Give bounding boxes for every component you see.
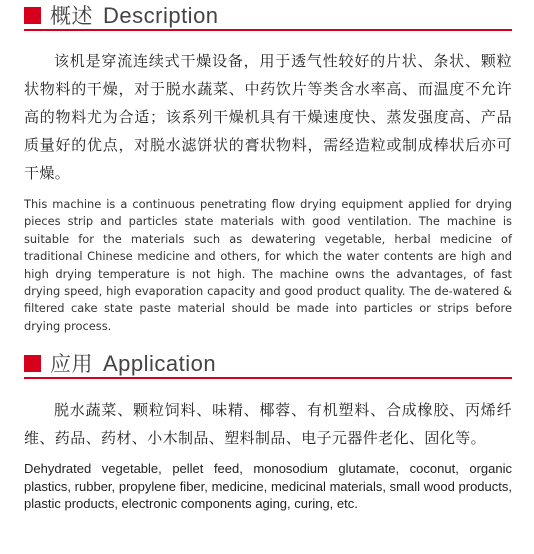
red-square-marker	[24, 355, 41, 372]
description-section	[24, 2, 512, 335]
application-section	[24, 350, 512, 513]
description-body-zh: 该机是穿流连续式干燥设备，用于透气性较好的片状、条状、颗粒状物料的干燥，对于脱水蔬菜、中药饮片等类含水率高、而温度不允许高的物料尤为合适；该系列干燥机具有干燥速度快、蒸发强度高、产品质量好的优点，对脱水滤饼状的膏状物料，需经造粒或制成棒状后亦可干燥。	[24, 52, 512, 182]
application-heading-en: Application	[103, 351, 217, 376]
description-divider	[24, 29, 512, 31]
description-header	[24, 2, 512, 34]
application-body-en: Dehydrated vegetable, pellet feed, monosodium glutamate, coconut, organic plastics, rubber, propylene fiber, medicine, medicinal materials, small wood products, plastic products, electronic components aging, curing, etc.	[24, 461, 512, 511]
description-heading-zh: 概述	[50, 4, 93, 28]
red-square-marker	[24, 7, 41, 24]
description-heading-en: Description	[103, 3, 219, 28]
application-heading-zh: 应用	[50, 352, 93, 376]
description-body-en: This machine is a continuous penetrating flow drying equipment applied for drying pieces strip and particles state materials with good ventilation. The machine is suitable for the materials such as dewatering vegetable, herbal medicine of traditional Chinese medicine and others, for which the water contents are high and high drying temperature is not high. The machine owns the advantages, of fast drying speed, high evaporation capacity and good product quality. The de-watered & filtered cake state paste material should be made into particles or strips before drying process.	[24, 197, 512, 333]
application-heading	[50, 350, 216, 378]
description-heading	[50, 2, 219, 30]
application-body-zh: 脱水蔬菜、颗粒饲料、味精、椰蓉、有机塑料、合成橡胶、丙烯纤维、药品、药材、小木制品、塑料制品、电子元器件老化、固化等。	[24, 401, 512, 447]
application-divider	[24, 377, 512, 379]
application-header	[24, 350, 512, 382]
